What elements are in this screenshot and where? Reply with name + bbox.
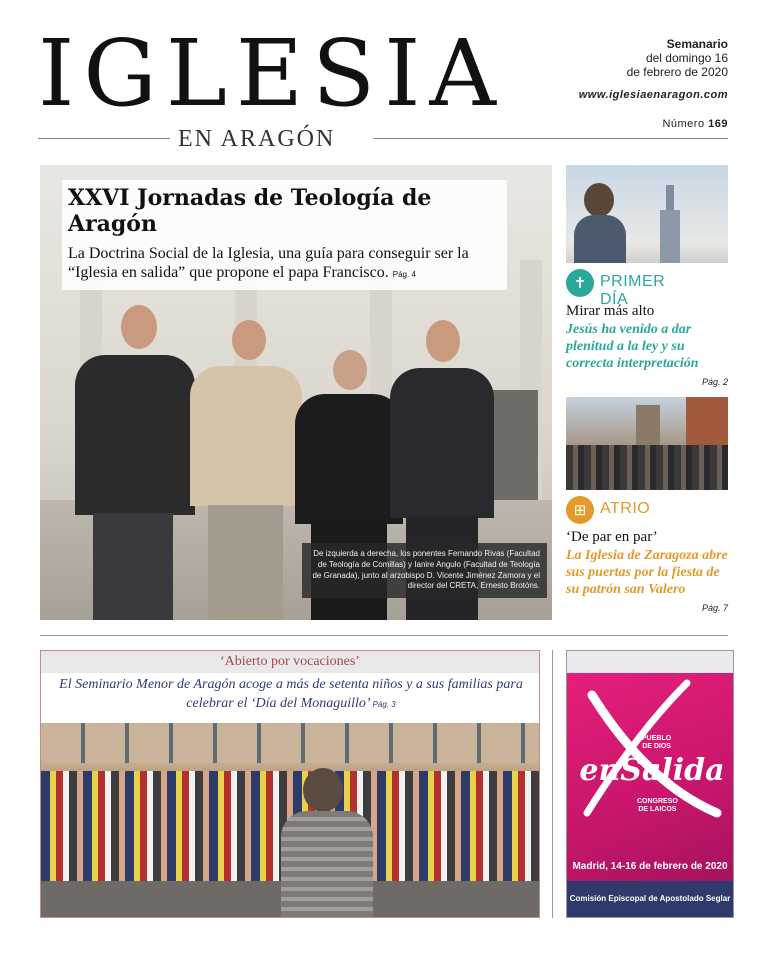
lead-subhead-text: La Doctrina Social de la Iglesia, una guía para conseguir ser la “Iglesia en salida” que propone el papa Francisco. [68, 244, 469, 281]
ad-pink-panel [567, 673, 733, 881]
photo-person-body [75, 355, 195, 515]
photo-building [686, 397, 728, 447]
vocaciones-headline-text: El Seminario Menor de Aragón acoge a más de setenta niños y a sus familias para celebrar el ‘Día del Monaguillo’ [59, 677, 523, 711]
vocaciones-headline [51, 676, 531, 714]
ad-logo: enSalida [579, 753, 725, 788]
section-divider [40, 635, 728, 636]
vocaciones-photo [41, 723, 539, 918]
photo-building-facade [41, 723, 539, 763]
primer-dia-text: Jesús ha venido a dar plenitud a la ley y su correcta interpretación [566, 322, 699, 371]
masthead-issue [662, 118, 728, 130]
masthead-title: IGLESIA [38, 20, 505, 127]
photo-person [190, 320, 305, 620]
ad-de-dios: DE DIOS [642, 742, 671, 750]
column-divider [552, 650, 553, 918]
atrio-label: ATRIO [600, 500, 651, 517]
masthead-subtitle: EN ARAGÓN [178, 126, 336, 152]
masthead-date-line1: del domingo 16 [645, 50, 728, 65]
vocaciones-page-ref: Pág. 3 [372, 699, 396, 709]
photo-person-body [390, 368, 494, 518]
ad-congreso-2: DE LAICOS [638, 805, 677, 813]
masthead-date-line2: de febrero de 2020 [626, 64, 728, 79]
masthead-rule-right [373, 138, 728, 139]
photo-person-head [232, 320, 266, 360]
issue-number: 169 [708, 118, 728, 130]
issue-label: Número [662, 118, 705, 130]
photo-crowd [566, 445, 728, 490]
atrio-text: La Iglesia de Zaragoza abre sus puertas por la fiesta de su patrón san Valero [566, 548, 728, 597]
ad-congreso-1: CONGRESO [637, 798, 678, 805]
photo-child-body [574, 215, 626, 263]
photo-photographer-body [281, 811, 373, 918]
masthead-frequency: Semanario [666, 37, 728, 51]
photo-building [636, 405, 660, 445]
masthead-subtitle-row [38, 126, 728, 152]
photo-person-body [190, 366, 302, 506]
vocaciones-kicker: ‘Abierto por vocaciones’ [41, 651, 539, 673]
photo-person-legs [93, 513, 173, 620]
ad-pueblo: PUEBLO [642, 735, 672, 742]
photo-child-head [584, 183, 614, 217]
ad-footer: Comisión Episcopal de Apostolado Seglar [567, 881, 733, 917]
photo-person-head [426, 320, 460, 362]
primer-dia-label: PRIMER DÍA [600, 273, 666, 308]
ad-top-band [567, 651, 733, 673]
lead-page-ref: Pág. 4 [392, 269, 416, 279]
atrio-photo[interactable] [566, 397, 728, 490]
photo-photographer-head [303, 768, 343, 812]
primer-dia-photo[interactable] [566, 165, 728, 263]
photo-person [75, 305, 195, 620]
lead-story-photo[interactable] [40, 165, 552, 620]
masthead-date-block [627, 38, 728, 79]
en-salida-ad[interactable] [566, 650, 734, 918]
vocaciones-story[interactable] [40, 650, 540, 918]
photo-person-head [121, 305, 157, 349]
lead-headline-box [62, 180, 507, 290]
photo-person-body [295, 394, 403, 524]
lead-headline: XXVI Jornadas de Teología de Aragón [68, 185, 432, 238]
door-icon: ⊞ [566, 496, 594, 524]
masthead-rule-left [38, 138, 170, 139]
lead-photo-caption: De izquierda a derecha, los ponentes Fernando Rivas (Facultad de Teología de Comillas) y Ianire Angulo (Facultad de Teología de Granada), junto al arzobispo D. Vicente Jiménez Zamora y el director del CRETA, Ernesto Brotóns. [302, 543, 547, 598]
primer-dia-page-ref: Pág. 2 [701, 377, 728, 387]
photo-door [490, 390, 538, 500]
photo-tower-base [660, 210, 680, 263]
ad-pueblo-de-dios [642, 735, 671, 750]
book-icon: ✝ [566, 269, 594, 297]
atrio-page-ref: Pág. 7 [701, 603, 728, 613]
photo-person-legs [208, 505, 283, 620]
ad-date: Madrid, 14-16 de febrero de 2020 [572, 861, 728, 872]
masthead-website-link[interactable]: www.iglesiaenaragon.com [578, 89, 728, 101]
primer-dia-title: Mirar más alto [566, 303, 655, 319]
ad-congreso [637, 798, 678, 813]
atrio-title: ‘De par en par’ [566, 529, 658, 545]
photo-person-head [333, 350, 367, 390]
lead-subhead [68, 244, 501, 282]
